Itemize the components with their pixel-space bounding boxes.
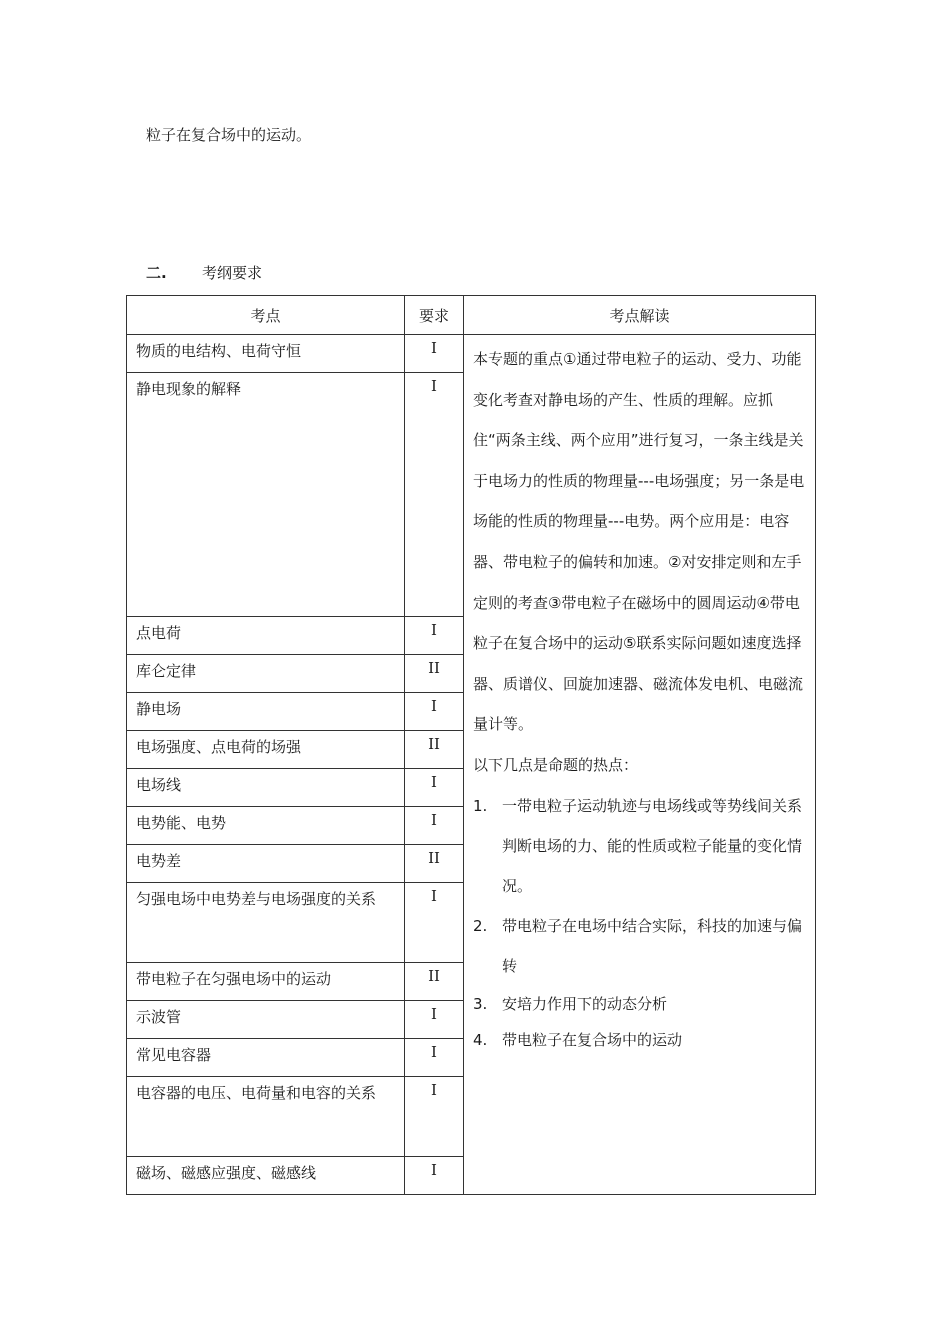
list-item: 4. 带电粒子在复合场中的运动 <box>473 1030 683 1049</box>
header-interpretation: 考点解读 <box>464 296 816 335</box>
topic-cell: 示波管 <box>127 1001 405 1039</box>
syllabus-table <box>126 295 816 1195</box>
section-title: 考纲要求 <box>202 264 263 282</box>
list-item: 1. 一带电粒子运动轨迹与电场线或等势线间关系判断电场的力、能的性质或粒子能量的变化情况。 <box>473 796 803 895</box>
requirement-cell: I <box>405 1001 464 1039</box>
requirement-cell: I <box>405 335 464 373</box>
requirement-cell: II <box>405 731 464 769</box>
table-header-row <box>127 296 816 335</box>
section-heading <box>146 262 262 283</box>
requirement-cell: I <box>405 693 464 731</box>
section-number: 二. <box>146 264 167 282</box>
requirement-cell: I <box>405 769 464 807</box>
interpretation-paragraph: 本专题的重点①通过带电粒子的运动、受力、功能变化考查对静电场的产生、性质的理解。应抓住“两条主线、两个应用”进行复习，一条主线是关于电场力的性质的物理量---电场强度；另一条是电场能的性质的物理量---电势。两个应用是：电容器、带电粒子的偏转和加速。②对安排定则和左手定则的考查③带电粒子在磁场中的圆周运动④带电粒子在复合场中的运动⑤联系实际问题如速度选择器、质谱仪、回旋加速器、磁流体发电机、电磁流量计等。 <box>473 350 805 734</box>
requirement-cell: II <box>405 655 464 693</box>
topic-cell: 电容器的电压、电荷量和电容的关系 <box>127 1077 405 1157</box>
topic-cell: 库仑定律 <box>127 655 405 693</box>
requirement-cell: I <box>405 1157 464 1195</box>
topic-cell: 静电场 <box>127 693 405 731</box>
header-topic: 考点 <box>127 296 405 335</box>
requirement-cell: I <box>405 1077 464 1157</box>
interpretation-cell <box>464 335 816 1195</box>
topic-cell: 电势差 <box>127 845 405 883</box>
topic-cell: 点电荷 <box>127 617 405 655</box>
topic-cell: 电势能、电势 <box>127 807 405 845</box>
requirement-cell: I <box>405 617 464 655</box>
requirement-cell: I <box>405 1039 464 1077</box>
hot-points-list <box>473 786 809 1058</box>
list-item: 2. 带电粒子在电场中结合实际，科技的加速与偏转 <box>473 916 803 975</box>
requirement-cell: II <box>405 963 464 1001</box>
topic-cell: 匀强电场中电势差与电场强度的关系 <box>127 883 405 963</box>
topic-cell: 物质的电结构、电荷守恒 <box>127 335 405 373</box>
hot-points-intro: 以下几点是命题的热点： <box>473 755 639 774</box>
topic-cell: 带电粒子在匀强电场中的运动 <box>127 963 405 1001</box>
requirement-cell: II <box>405 845 464 883</box>
topic-cell: 常见电容器 <box>127 1039 405 1077</box>
header-requirement: 要求 <box>405 296 464 335</box>
topic-cell: 磁场、磁感应强度、磁感线 <box>127 1157 405 1195</box>
requirement-cell: I <box>405 373 464 617</box>
list-item: 3. 安培力作用下的动态分析 <box>473 994 668 1013</box>
table-row <box>127 335 816 373</box>
topic-cell: 电场强度、点电荷的场强 <box>127 731 405 769</box>
requirement-cell: I <box>405 883 464 963</box>
topic-cell: 静电现象的解释 <box>127 373 405 617</box>
requirement-cell: I <box>405 807 464 845</box>
intro-line: 粒子在复合场中的运动。 <box>146 126 312 144</box>
topic-cell: 电场线 <box>127 769 405 807</box>
